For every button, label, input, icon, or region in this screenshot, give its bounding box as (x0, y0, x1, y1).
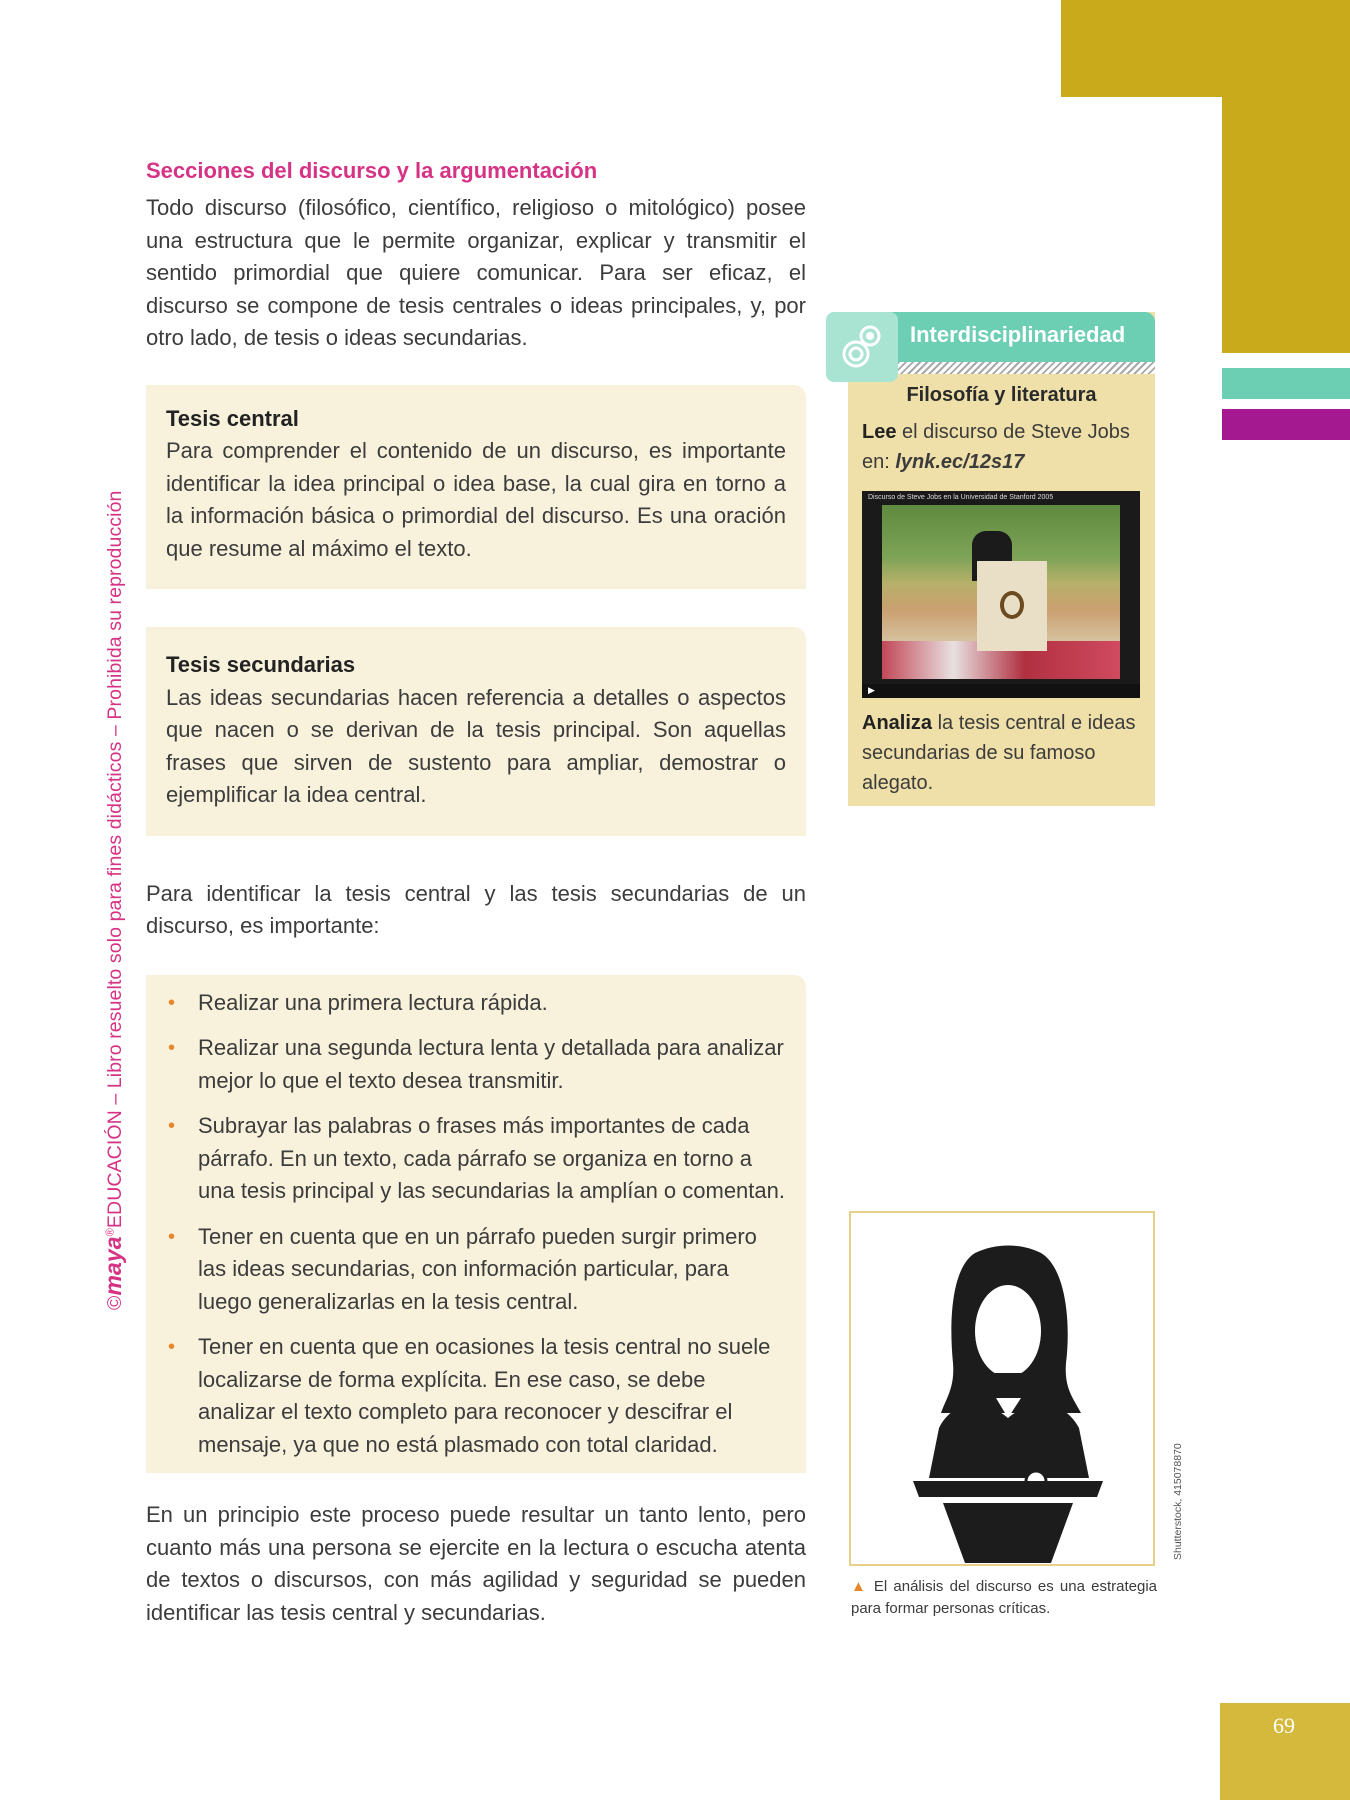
podium-seal (1000, 591, 1024, 619)
video-controls[interactable] (862, 684, 1140, 698)
read-instruction: Lee el discurso de Steve Jobs en: lynk.ec/12s17 (862, 421, 1130, 473)
image-credit: Shutterstock, 415078870 (1172, 1443, 1184, 1560)
interdisciplinary-subtitle: Filosofía y literatura (906, 384, 1097, 406)
figure-caption: ▲ El análisis del discurso es una estrategia para formar personas críticas. (851, 1578, 1157, 1617)
tesis-central-text: Para comprender el contenido de un discurso, es importante identificar la idea principal o idea base, la cual gira en torno a la información básica o primordial del discurso. Es una oración que resume al máximo el texto. (166, 438, 786, 561)
bullet-icon: • (168, 991, 176, 1014)
intro-paragraph: Todo discurso (filosófico, científico, religioso o mitológico) posee una estructura que le permite organizar, explicar y transmitir el sentido primordial que quiere comunicar. Para ser eficaz, el discurso se compone de tesis centrales o ideas principales, y, por otro lado, de tesis o ideas secundarias. (146, 195, 806, 350)
concentric-circles-icon (826, 312, 898, 382)
page-number: 69 (1273, 1713, 1295, 1738)
bullet-icon: • (168, 1225, 176, 1248)
interdisciplinary-card (848, 312, 1155, 806)
registered-mark: ® (104, 1228, 117, 1237)
speech-link[interactable]: lynk.ec/12s17 (895, 451, 1025, 473)
speech-video-thumbnail[interactable] (862, 491, 1140, 698)
copyright-symbol: © (104, 1295, 126, 1310)
list-item: • Realizar una segunda lectura lenta y detallada para analizar mejor lo que el texto desea transmitir. (166, 1032, 786, 1097)
copyright-notice (100, 491, 127, 1310)
play-icon[interactable]: ▶ (868, 685, 875, 695)
brand-name: maya (100, 1236, 126, 1296)
list-intro-paragraph: Para identificar la tesis central y las tesis secundarias de un discurso, es importante: (146, 880, 806, 938)
closing-paragraph: En un principio este proceso puede resultar un tanto lento, pero cuanto más una persona se ejercite en la lectura o escucha atenta de textos o discursos, con más agilidad y seguridad se pueden identificar las tesis central y secundarias. (146, 1502, 806, 1625)
section-heading: Secciones del discurso y la argumentación (146, 158, 598, 183)
decorative-gold-strip (1222, 0, 1350, 353)
decorative-magenta-strip (1222, 409, 1350, 440)
list-item: • Subrayar las palabras o frases más importantes de cada párrafo. En un texto, cada párrafo se organiza en torno a una tesis principal y las secundarias la amplían o comentan. (166, 1110, 786, 1208)
bullet-icon: • (168, 1037, 176, 1059)
list-item: • Realizar una primera lectura rápida. (166, 987, 786, 1020)
tesis-secundarias-title: Tesis secundarias (166, 652, 356, 677)
tesis-secundarias-box (146, 627, 806, 836)
list-item: • Tener en cuenta que en un párrafo pueden surgir primero las ideas secundarias, con información particular, para luego generalizarlas en la tesis central. (166, 1221, 786, 1319)
list-item: • Tener en cuenta que en ocasiones la tesis central no suele localizarse de forma explícita. En ese caso, se debe analizar el texto completo para reconocer y descifrar el mensaje, ya que no está plasmado con total claridad. (166, 1331, 786, 1461)
tesis-secundarias-text: Las ideas secundarias hacen referencia a detalles o aspectos que nacen o se derivan de la tesis principal. Son aquellas frases que sirven de sustento para ampliar, demostrar o ejemplificar la idea central. (166, 684, 786, 807)
caption-triangle-icon: ▲ (851, 1578, 868, 1595)
main-column (146, 158, 806, 1629)
copyright-text: EDUCACIÓN – Libro resuelto solo para fines didácticos – Prohibida su reproducción (104, 490, 126, 1229)
video-title: Discurso de Steve Jobs en la Universidad de Stanford 2005 (868, 494, 1054, 501)
speaker-illustration (849, 1211, 1155, 1566)
tesis-central-title: Tesis central (166, 405, 299, 431)
tesis-central-box (146, 385, 806, 590)
steps-list (146, 975, 806, 1474)
decorative-teal-strip (1222, 368, 1350, 399)
analyze-instruction: Analiza la tesis central e ideas secundarias de su famoso alegato. (862, 712, 1136, 794)
bullet-icon: • (168, 1336, 176, 1358)
bullet-icon: • (168, 1115, 176, 1137)
interdisciplinary-title: Interdisciplinariedad (910, 322, 1126, 347)
